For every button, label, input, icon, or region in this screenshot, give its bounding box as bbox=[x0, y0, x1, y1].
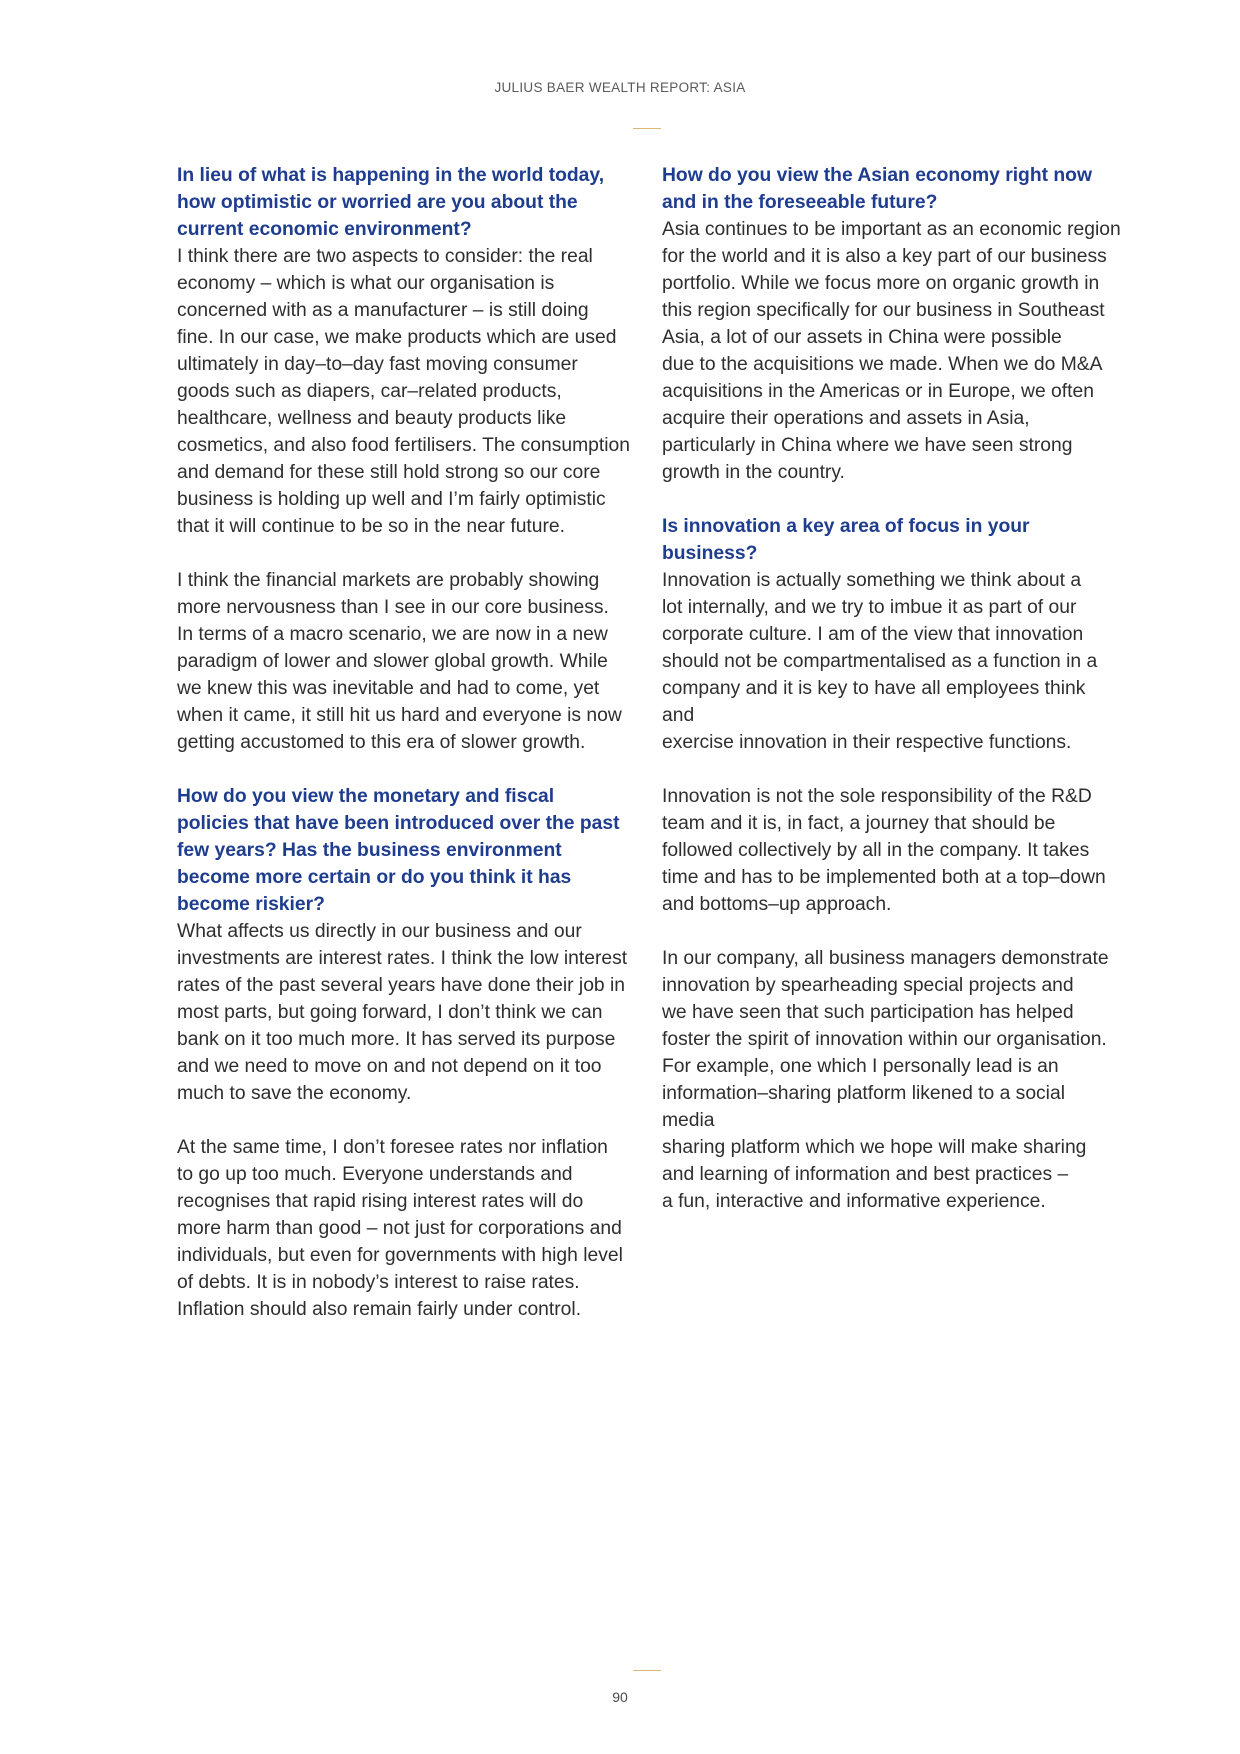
answer-paragraph: I think there are two aspects to consider: the real economy – which is what our organisation is concerned with as a manufacturer – is still doing fine. In our case, we make products which are used ultimately in day–to–day fast moving consumer goods such as diapers, car–related products, healthcare, wellness and beauty products like cosmetics, and also food fertilisers. The consumption and demand for these still hold strong so our core business is holding up well and I’m fairly optimistic that it will continue to be so in the near future. bbox=[177, 246, 630, 537]
question-economic-environment: In lieu of what is happening in the world today, how optimistic or worried are you about the current economic environment? bbox=[177, 165, 605, 240]
running-header: JULIUS BAER WEALTH REPORT: ASIA bbox=[494, 80, 746, 95]
header-rule bbox=[633, 128, 661, 129]
page-number: 90 bbox=[612, 1689, 628, 1705]
answer-paragraph: I think the financial markets are probably showing more nervousness than I see in our core business. In terms of a macro scenario, we are now in a new paradigm of lower and slower global growth. While we knew this was inevitable and had to come, yet when it came, it still hit us hard and everyone is now getting accustomed to this era of slower growth. bbox=[177, 570, 622, 753]
answer-paragraph: At the same time, I don’t foresee rates nor inflation to go up too much. Everyone understands and recognises that rapid rising interest rates will do more harm than good – not just for corporations and individuals, but even for governments with high level of debts. It is in nobody’s interest to raise rates. Inflation should also remain fairly under control. bbox=[177, 1137, 623, 1320]
answer-paragraph: Innovation is not the sole responsibility of the R&D team and it is, in fact, a journey that should be followed collectively by all in the company. It takes time and has to be implemented both at a top–down and bottoms–up approach. bbox=[662, 786, 1106, 915]
left-column bbox=[177, 162, 633, 1323]
answer-paragraph: Innovation is actually something we think about a lot internally, and we try to imbue it as part of our corporate culture. I am of the view that innovation should not be compartmentalised as a function in a company and it is key to have all employees think and exercise innovation in their respective functions. bbox=[662, 570, 1098, 753]
answer-paragraph: What affects us directly in our business and our investments are interest rates. I think the low interest rates of the past several years have done their job in most parts, but going forward, I don’t think we can bank on it too much more. It has served its purpose and we need to move on and not depend on it too much to save the economy. bbox=[177, 921, 628, 1104]
footer-rule bbox=[633, 1670, 661, 1671]
answer-paragraph: Asia continues to be important as an economic region for the world and it is also a key part of our business portfolio. While we focus more on organic growth in this region specifically for our business in Southeast Asia, a lot of our assets in China were possible due to the acquisitions we made. When we do M&A acquisitions in the Americas or in Europe, we often acquire their operations and assets in Asia, particularly in China where we have seen strong growth in the country. bbox=[662, 219, 1121, 483]
question-innovation: Is innovation a key area of focus in your business? bbox=[662, 516, 1030, 564]
question-monetary-fiscal: How do you view the monetary and fiscal policies that have been introduced over the past few years? Has the business environment become more certain or do you think it has become riskier? bbox=[177, 786, 620, 915]
question-asian-economy: How do you view the Asian economy right now and in the foreseeable future? bbox=[662, 165, 1092, 213]
right-column bbox=[662, 162, 1122, 1215]
answer-paragraph: In our company, all business managers demonstrate innovation by spearheading special projects and we have seen that such participation has helped foster the spirit of innovation within our organisation. For example, one which I personally lead is an information–sharing platform likened to a social media sharing platform which we hope will make sharing and learning of information and best practices – a fun, interactive and informative experience. bbox=[662, 948, 1109, 1212]
